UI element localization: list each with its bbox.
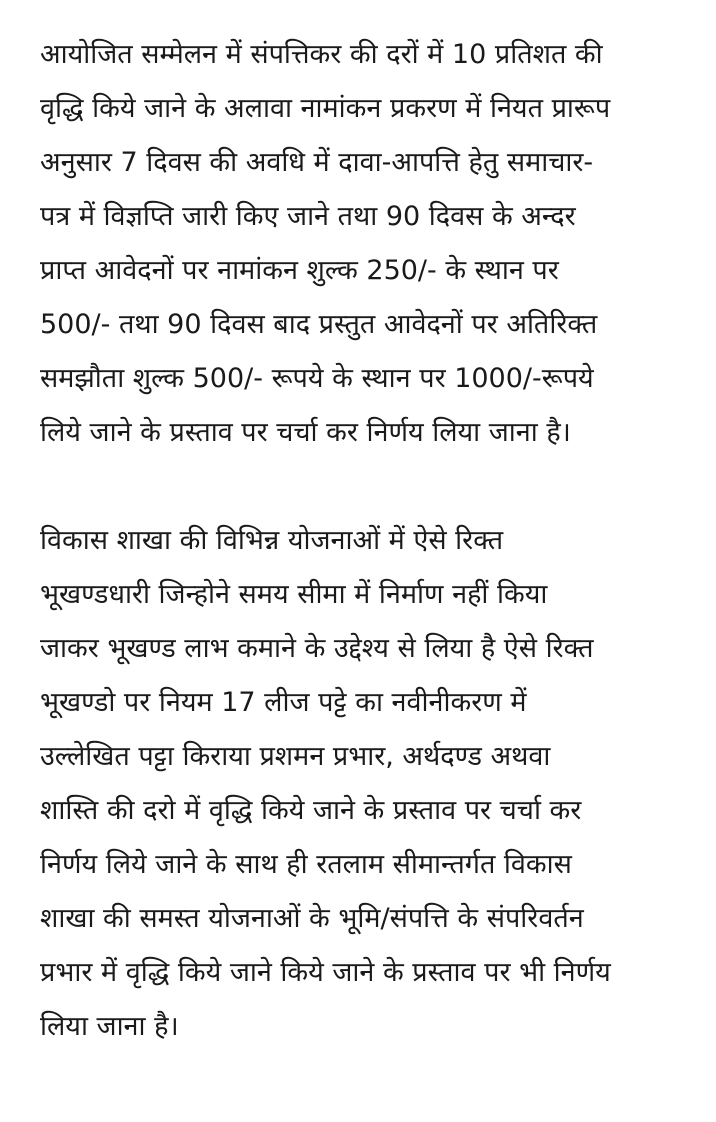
text-line: भूखण्डधारी जिन्होने समय सीमा में निर्माण नहीं किया (40, 579, 548, 610)
text-line: पत्र में विज्ञप्ति जारी किए जाने तथा 90 दिवस के अन्दर (40, 201, 576, 232)
paragraph-development-branch-plots (40, 514, 684, 1054)
text-line: भूखण्डो पर नियम 17 लीज पट्टे का नवीनीकरण में (40, 687, 527, 718)
text-line: लिया जाना है। (40, 1011, 179, 1042)
text-line: प्राप्त आवेदनों पर नामांकन शुल्क 250/- के स्थान पर (40, 255, 559, 286)
text-line: वृद्धि किये जाने के अलावा नामांकन प्रकरण में नियत प्रारूप (40, 93, 611, 124)
text-line: शाखा की समस्त योजनाओं के भूमि/संपत्ति के संपरिवर्तन (40, 903, 584, 934)
text-line: लिये जाने के प्रस्ताव पर चर्चा कर निर्णय लिया जाना है। (40, 417, 571, 448)
text-line: आयोजित सम्मेलन में संपत्तिकर की दरों में 10 प्रतिशत की (40, 39, 603, 70)
text-line: अनुसार 7 दिवस की अवधि में दावा-आपत्ति हेतु समाचार- (40, 147, 594, 178)
text-line: जाकर भूखण्ड लाभ कमाने के उद्देश्य से लिया है ऐसे रिक्त (40, 633, 594, 664)
text-line: 500/- तथा 90 दिवस बाद प्रस्तुत आवेदनों पर अतिरिक्त (40, 309, 598, 340)
text-line: निर्णय लिये जाने के साथ ही रतलाम सीमान्तर्गत विकास (40, 849, 572, 880)
text-line: समझौता शुल्क 500/- रूपये के स्थान पर 1000/-रूपये (40, 363, 594, 394)
text-line: शास्ति की दरो में वृद्धि किये जाने के प्रस्ताव पर चर्चा कर (40, 795, 582, 826)
paragraph-property-tax-enrollment (40, 28, 684, 460)
text-line: प्रभार में वृद्धि किये जाने किये जाने के प्रस्ताव पर भी निर्णय (40, 957, 611, 988)
text-line: उल्लेखित पट्टा किराया प्रशमन प्रभार, अर्थदण्ड अथवा (40, 741, 551, 772)
text-line: विकास शाखा की विभिन्न योजनाओं में ऐसे रिक्त (40, 525, 504, 556)
